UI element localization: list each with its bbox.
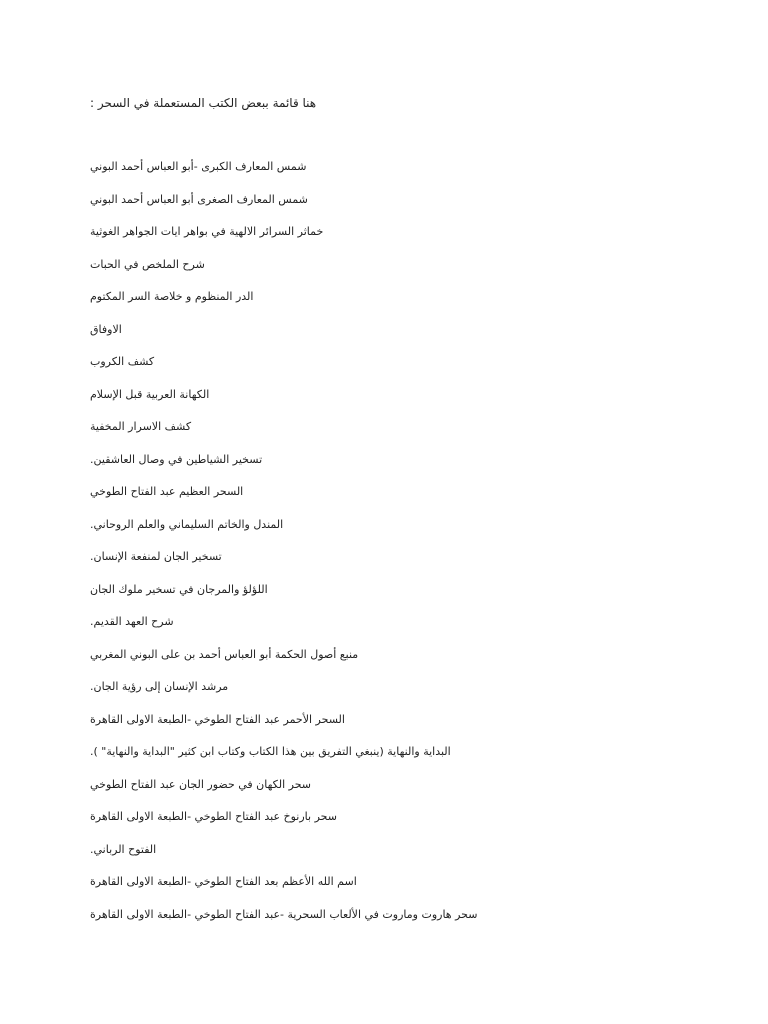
list-item: شمس المعارف الصغرى أبو العباس أحمد البوني xyxy=(90,192,308,206)
list-item: شرح العهد القديم. xyxy=(90,615,174,628)
list-item: اللؤلؤ والمرجان في تسخير ملوك الجان xyxy=(90,582,268,596)
list-item: كشف الاسرار المخفية xyxy=(90,420,192,433)
list-item: الكهانة العربية قبل الإسلام xyxy=(90,387,210,401)
list-item: كشف الكروب xyxy=(90,355,155,368)
list-item: الاوفاق xyxy=(90,322,122,336)
list-item: البداية والنهاية (ينبغي التفريق بين هذا الكتاب وكتاب ابن كثير "البداية والنهاية" ). xyxy=(90,745,451,758)
list-item: منبع أصول الحكمة أبو العباس أحمد بن على البوني المغربي xyxy=(90,647,359,661)
list-item: الفتوح الرباني. xyxy=(90,842,157,856)
list-item: اسم الله الأعظم بعد الفتاح الطوخي -الطبعة الاولى القاهرة xyxy=(90,875,357,888)
list-item: سحر الكهان في حضور الجان عبد الفتاح الطوخي xyxy=(90,777,312,791)
book-list xyxy=(90,158,477,938)
page-heading: هنا قائمة ببعض الكتب المستعملة في السحر : xyxy=(90,96,317,110)
list-item: المندل والخاتم السليماني والعلم الروحاني. xyxy=(90,517,284,531)
list-item: السحر الأحمر عبد الفتاح الطوخي -الطبعة الاولى القاهرة xyxy=(90,712,345,726)
list-item: تسخير الجان لمنفعة الإنسان. xyxy=(90,550,222,563)
list-item: سحر هاروت وماروت في الألعاب السحرية -عبد الفتاح الطوخي -الطبعة الاولى القاهرة xyxy=(90,907,478,921)
list-item: السحر العظيم عبد الفتاح الطوخي xyxy=(90,485,244,498)
list-item: شرح الملخص في الحبات xyxy=(90,257,205,271)
list-item: سحر بارنوخ عبد الفتاح الطوخي -الطبعة الاولى القاهرة xyxy=(90,810,337,823)
list-item: مرشد الإنسان إلى رؤية الجان. xyxy=(90,680,229,693)
list-item: تسخير الشياطين في وصال العاشقين. xyxy=(90,452,263,466)
list-item: شمس المعارف الكبرى -أبو العباس أحمد البوني xyxy=(90,160,307,173)
list-item: خماثر السرائر الالهية في بواهر ايات الجواهر الغوثية xyxy=(90,225,324,238)
list-item: الدر المنظوم و خلاصة السر المكتوم xyxy=(90,290,254,303)
